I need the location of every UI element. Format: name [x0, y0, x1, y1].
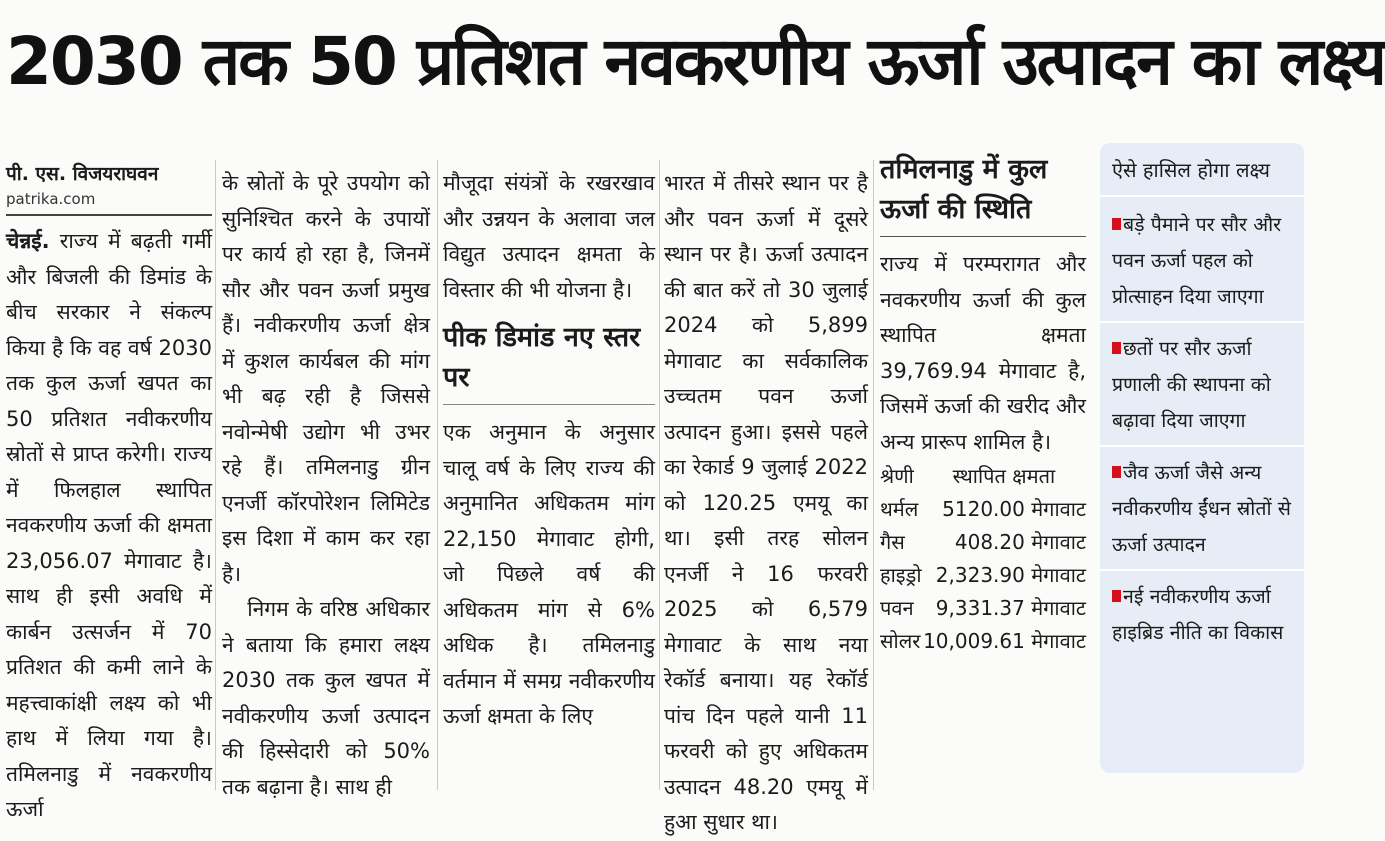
table-row — [880, 625, 1086, 658]
table-cell-category: पवन — [880, 596, 914, 620]
sidebar-divider — [1100, 195, 1304, 197]
sidebar-item — [1112, 455, 1292, 563]
article-paragraph: भारत में तीसरे स्थान पर है और पवन ऊर्जा में दूसरे स्थान पर है। ऊर्जा उत्पादन की बात करें तो 30 जुलाई 2024 को 5,899 मेगावाट का सर्वकालिक उच्चतम पवन ऊर्जा उत्पादन हुआ। इससे पहले का रेकार्ड 9 जुलाई 2022 को 120.25 एमयू का था। इसी तरह सोलन एनर्जी ने 16 फरवरी 2025 को 6,579 मेगावाट के साथ नया रेकॉर्ड बनाया। यह रेकॉर्ड पांच दिन पहले यानी 11 फरवरी को हुए अधिकतम उत्पादन 48.20 एमयू में हुआ सुधार था। — [664, 171, 868, 834]
table-row — [880, 592, 1086, 625]
table-cell-capacity: 9,331.37 मेगावाट — [935, 596, 1086, 620]
table-cell-category: थर्मल — [880, 497, 919, 521]
table-header-category: श्रेणी — [880, 464, 914, 488]
article-paragraph: निगम के वरिष्ठ अधिकार ने बताया कि हमारा लक्ष्य 2030 तक कुल खपत में नवीकरणीय ऊर्जा उत्पादन की हिस्सेदारी को 50% तक बढ़ाना है। साथ ही — [222, 597, 430, 799]
red-square-bullet-icon — [1112, 590, 1121, 602]
table-cell-category: हाइड्रो — [880, 563, 922, 587]
status-box-title: तमिलनाडु में कुल ऊर्जा की स्थिति — [880, 154, 1048, 225]
byline-divider — [6, 214, 212, 216]
article-paragraph: मौजूदा संयंत्रों के रखरखाव और उन्नयन के अलावा जल विद्युत उत्पादन क्षमता के विस्तार की भी योजना है। — [443, 171, 655, 302]
table-row — [880, 526, 1086, 559]
article-column-1 — [6, 160, 212, 821]
sidebar-title: ऐसे हासिल होगा लक्ष्य — [1112, 158, 1271, 182]
sidebar-item — [1112, 207, 1292, 315]
table-cell-capacity: 10,009.61 मेगावाट — [923, 629, 1086, 653]
table-header-row — [880, 460, 1086, 493]
sidebar-separator — [1100, 445, 1304, 447]
table-cell-capacity: 2,323.90 मेगावाट — [935, 563, 1086, 587]
sidebar-item-text: छतों पर सौर ऊर्जा प्रणाली की स्थापना को बढ़ावा दिया जाएगा — [1112, 337, 1271, 432]
red-square-bullet-icon — [1112, 466, 1121, 478]
table-cell-capacity: 5120.00 मेगावाट — [942, 497, 1086, 521]
table-header-capacity: स्थापित क्षमता — [952, 464, 1056, 488]
sidebar-separator — [1100, 321, 1304, 323]
article-paragraph: के स्रोतों के पूरे उपयोग को सुनिश्चित करने के उपायों पर कार्य हो रहा है, जिनमें सौर और पवन ऊर्जा प्रमुख हैं। नवीकरणीय ऊर्जा क्षेत्र में कुशल कार्यबल की मांग भी बढ़ रही है जिससे नवोन्मेषी उद्योग भी उभर रहे हैं। तमिलनाडु ग्रीन एनर्जी कॉरपोरेशन लिमिटेड इस दिशा में काम कर रहा है। — [222, 171, 430, 586]
sidebar-item — [1112, 579, 1292, 651]
sidebar-separator — [1100, 569, 1304, 571]
sidebar-item-text: बड़े पैमाने पर सौर और पवन ऊर्जा पहल को प्रोत्साहन दिया जाएगा — [1112, 213, 1282, 308]
status-box-intro: राज्य में परम्परागत और नवकरणीय ऊर्जा की कुल स्थापित क्षमता 39,769.94 मेगावाट है, जिसमें ऊर्जा की खरीद और अन्य प्रारूप शामिल है। — [880, 252, 1086, 454]
column-divider — [873, 160, 874, 790]
article-lead-paragraph — [6, 224, 212, 828]
headline: 2030 तक 50 प्रतिशत नवकरणीय ऊर्जा उत्पादन का लक्ष्य — [6, 23, 1385, 100]
table-cell-category: सोलर — [880, 629, 921, 653]
table-cell-capacity: 408.20 मेगावाट — [954, 530, 1086, 554]
column-divider — [659, 160, 660, 790]
lead-text: राज्य में बढ़ती गर्मी और बिजली की डिमांड के बीच सरकार ने संकल्प किया है कि वह वर्ष 2030 तक कुल ऊर्जा खपत का 50 प्रतिशत नवीकरणीय स्रोतों से प्राप्त करेगी। राज्य में फिलहाल स्थापित नवकरणीय ऊर्जा की क्षमता 23,056.07 मेगावाट है। साथ ही इसी अवधि में कार्बन उत्सर्जन में 70 प्रतिशत की कमी लाने के महत्त्वाकांक्षी लक्ष्य को भी हाथ में लिया गया है। तमिलनाडु में नवकरणीय ऊर्जा — [6, 229, 212, 821]
column-divider — [437, 160, 438, 790]
article-column-4 — [664, 166, 868, 834]
red-square-bullet-icon — [1112, 218, 1121, 230]
sidebar-item — [1112, 331, 1292, 439]
byline-author: पी. एस. विजयराघवन — [6, 163, 159, 185]
article-paragraph: एक अनुमान के अनुसार चालू वर्ष के लिए राज्य की अनुमानित अधिकतम मांग 22,150 मेगावाट होगी, जो पिछले वर्ष की अधिकतम मांग से 6% अधिक है। तमिलनाडु वर्तमान में समग्र नवीकरणीय ऊर्जा क्षमता के लिए — [443, 420, 655, 728]
status-box — [880, 150, 1086, 790]
subheading: पीक डिमांड नए स्तर पर — [443, 322, 641, 393]
capacity-table — [880, 460, 1086, 658]
red-square-bullet-icon — [1112, 342, 1121, 354]
table-row — [880, 493, 1086, 526]
article-column-2 — [222, 166, 430, 806]
status-box-divider — [880, 236, 1086, 237]
sidebar-item-text: जैव ऊर्जा जैसे अन्य नवीकरणीय ईंधन स्रोतों से ऊर्जा उत्पादन — [1112, 461, 1291, 556]
dateline: चेन्नई. — [6, 229, 50, 253]
column-divider — [215, 160, 216, 790]
subheading-divider — [443, 404, 655, 405]
sidebar-box — [1100, 143, 1304, 773]
byline-source: patrika.com — [6, 190, 96, 208]
table-cell-category: गैस — [880, 530, 905, 554]
table-row — [880, 559, 1086, 592]
sidebar-item-text: नई नवीकरणीय ऊर्जा हाइब्रिड नीति का विकास — [1112, 585, 1284, 644]
article-column-3 — [443, 166, 655, 806]
